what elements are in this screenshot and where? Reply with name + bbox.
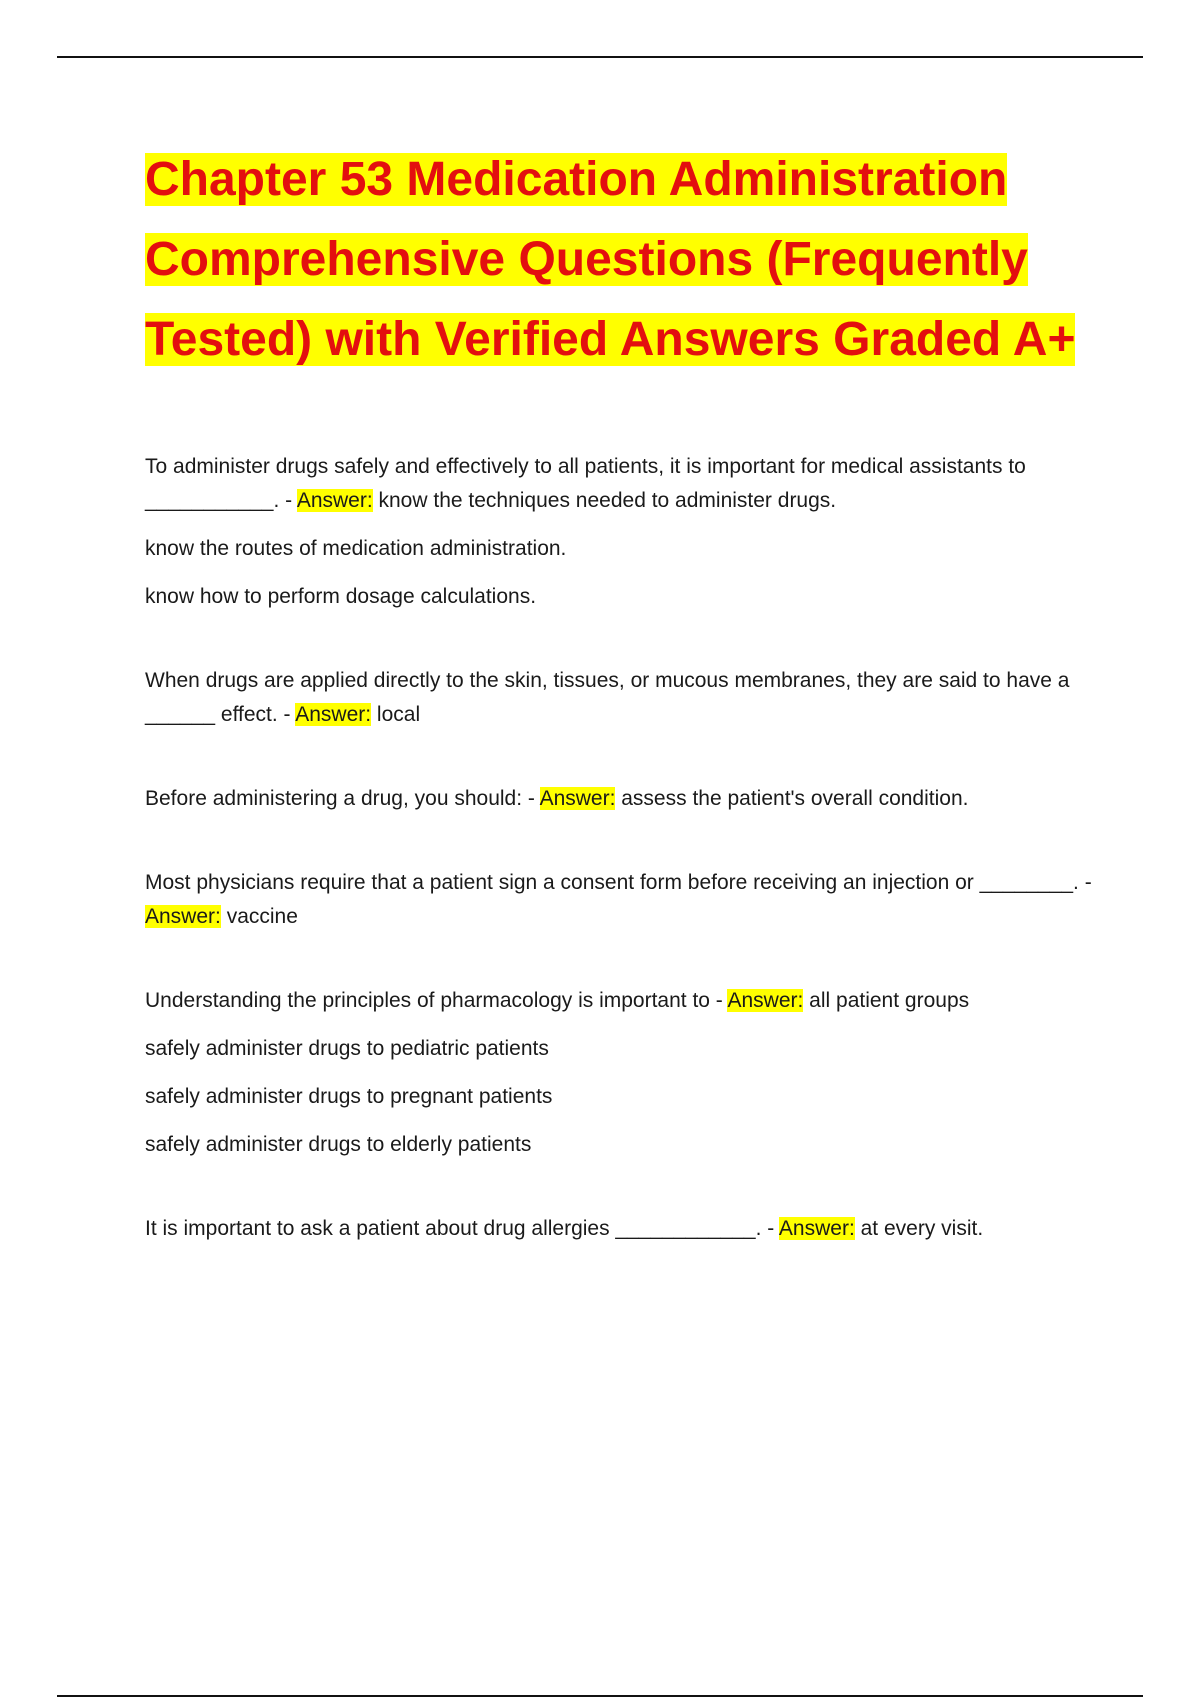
answer-label: Answer: [539,787,616,810]
qa-item [145,866,1095,934]
question-text: Most physicians require that a patient sign a consent form before receiving an injection or ________. - [145,871,1092,894]
answer-label: Answer: [296,489,373,512]
qa-item [145,984,1095,1162]
qa-question-line [145,782,1095,816]
answer-label: Answer: [145,905,221,928]
qa-item [145,1212,1095,1246]
answer-extra-line: safely administer drugs to pediatric patients [145,1037,549,1060]
answer-extra-line: know how to perform dosage calculations. [145,585,537,608]
question-text: Before administering a drug, you should: - [145,787,540,810]
qa-question-line [145,1212,1095,1246]
question-text: To administer drugs safely and effectively to all patients, it is important for medical assistants to ___________. - [145,455,1026,512]
qa-question-line [145,664,1095,732]
qa-question-line [145,450,1095,518]
answer-extra-line: safely administer drugs to pregnant patients [145,1085,553,1108]
top-rule [57,56,1143,58]
qa-question-line [145,866,1095,934]
answer-extra-line: safely administer drugs to elderly patients [145,1133,532,1156]
answer-text: at every visit. [854,1217,984,1240]
document-title [145,140,1095,380]
answer-text: local [371,703,421,726]
qa-list [145,450,1095,1246]
answer-label: Answer: [295,703,372,726]
qa-item [145,664,1095,732]
document-page [145,140,1095,1296]
answer-text: assess the patient's overall condition. [615,787,969,810]
qa-question-line [145,984,1095,1018]
answer-text: know the techniques needed to administer drugs. [372,489,837,512]
bottom-rule [57,1695,1143,1697]
qa-item [145,782,1095,816]
question-text: When drugs are applied directly to the skin, tissues, or mucous membranes, they are said to have a ______ effect. - [145,669,1070,726]
answer-label: Answer: [778,1217,855,1240]
answer-text: all patient groups [803,989,970,1012]
question-text: Understanding the principles of pharmacology is important to - [145,989,728,1012]
question-text: It is important to ask a patient about drug allergies ____________. - [145,1217,779,1240]
document-title-text: Chapter 53 Medication Administration Comprehensive Questions (Frequently Tested) with Verified Answers Graded A+ [145,153,1076,366]
answer-label: Answer: [727,989,804,1012]
answer-extra-line: know the routes of medication administration. [145,537,567,560]
qa-item [145,450,1095,614]
answer-text: vaccine [220,905,298,928]
